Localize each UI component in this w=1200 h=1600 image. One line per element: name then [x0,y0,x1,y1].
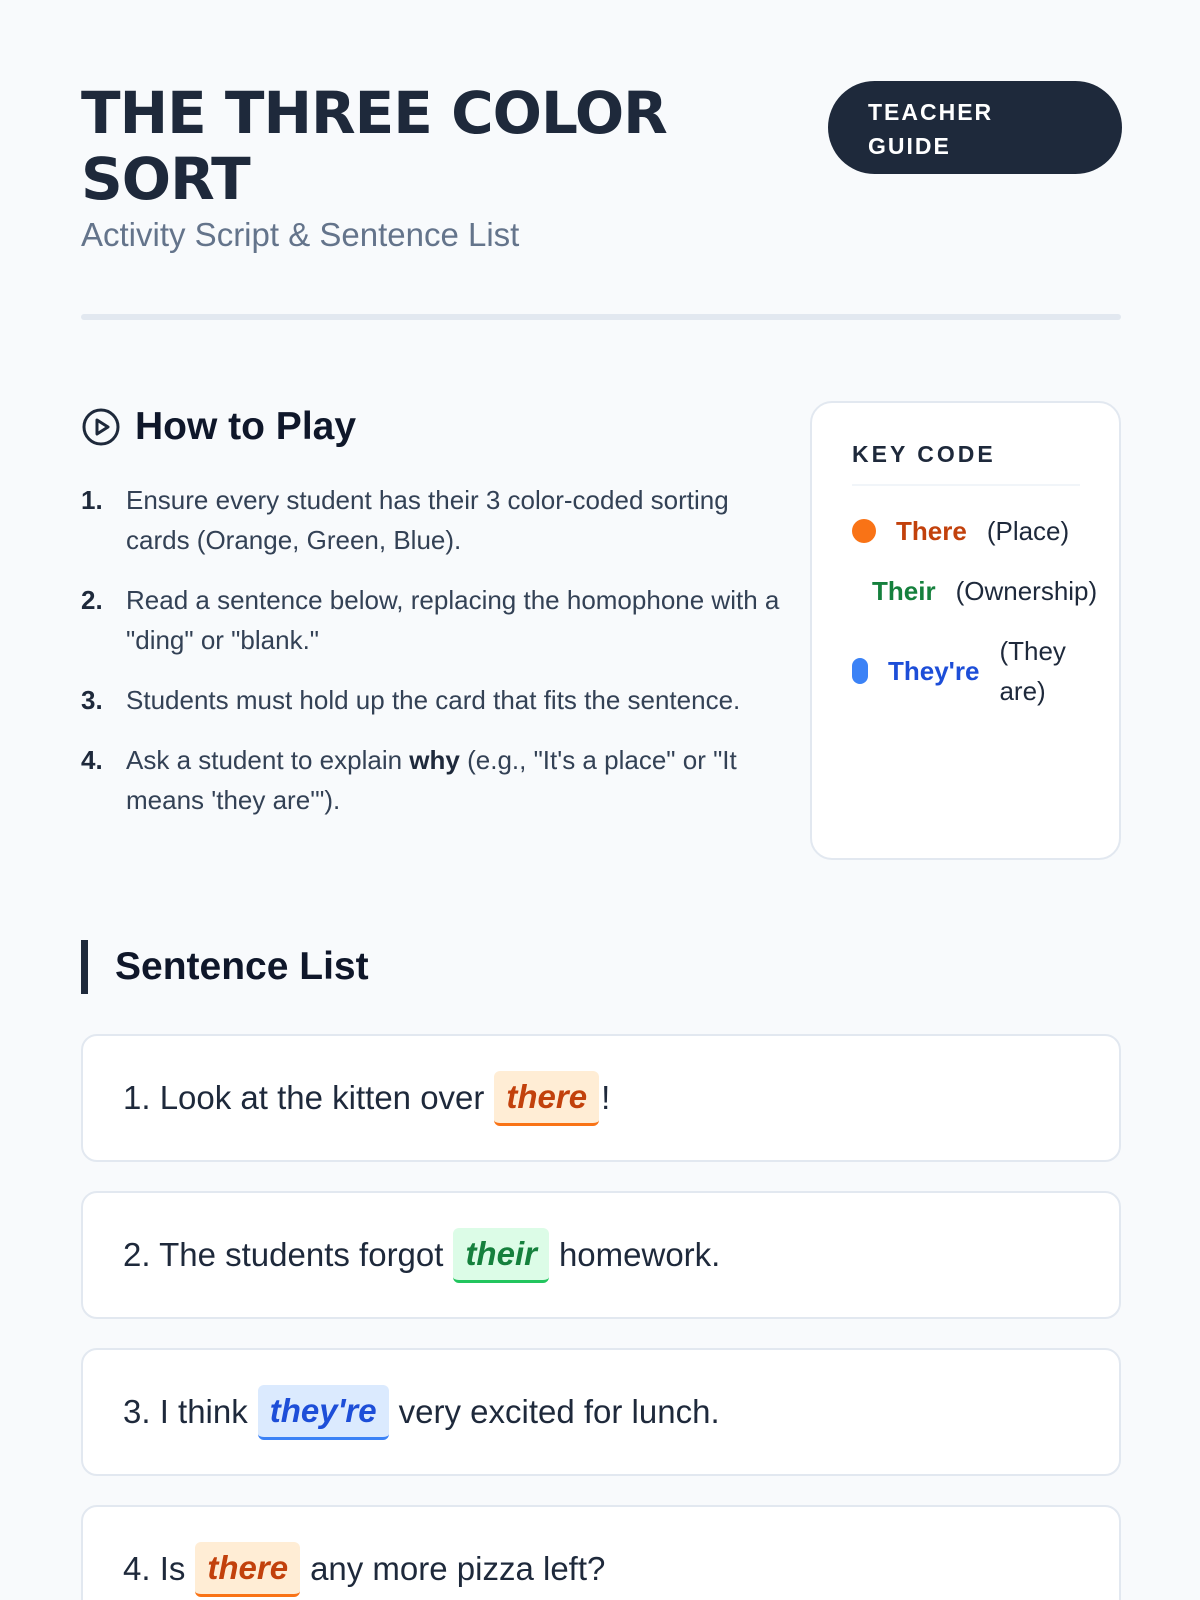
step-text [126,740,781,820]
sentence-card [81,1348,1121,1476]
key-item-theyre [852,631,1079,711]
homophone-highlight: their [453,1228,549,1283]
step-item [81,480,781,560]
sentence-before: 3. I think [123,1393,248,1430]
step-text: Ensure every student has their 3 color-coded sorting cards (Orange, Green, Blue). [126,485,729,555]
homophone-highlight: there [494,1071,599,1126]
sentence-after: very excited for lunch. [398,1393,720,1430]
sentence-card [81,1505,1121,1600]
key-description: (Ownership) [955,576,1098,606]
key-word: There [896,515,967,546]
header [81,80,1121,320]
key-word: They're [888,655,980,686]
sentence-before: 4. Is [123,1550,186,1587]
key-description: (They are) [999,636,1066,706]
teacher-guide-badge: TEACHER GUIDE [828,81,1122,174]
how-to-play-heading [81,400,781,454]
step-text-bold: why [409,745,460,775]
sentence-card [81,1034,1121,1162]
step-item [81,580,781,660]
key-item-their [872,571,1097,611]
step-item [81,680,781,720]
step-number: 1. [81,485,103,515]
step-number: 3. [81,685,103,715]
how-to-play-section [81,400,781,840]
sentence-before: 1. Look at the kitten over [123,1079,485,1116]
homophone-highlight: there [195,1542,300,1597]
sentence-after: ! [601,1079,611,1116]
step-text-before: Ask a student to explain [126,745,410,775]
step-number: 4. [81,745,103,775]
step-text: Read a sentence below, replacing the homophone with a "ding" or "blank." [126,585,780,655]
homophone-highlight: they're [258,1385,389,1440]
key-code-card [810,401,1121,860]
sentence-before: 2. The students forgot [123,1236,444,1273]
orange-dot-icon [852,519,876,543]
sentence-list-title: Sentence List [81,940,369,994]
key-code-title: KEY CODE [852,441,1080,486]
key-item-there [852,511,1069,551]
step-text-after: (e.g., "It's a place" or "It means 'they are'"). [126,745,737,815]
step-item [81,740,781,820]
blue-pill-icon [852,658,868,684]
sentence-card [81,1191,1121,1319]
sentence-after: homework. [558,1236,721,1273]
page-title: THE THREE COLOR SORT [81,79,667,213]
how-to-play-title: How to Play [135,405,357,448]
step-number: 2. [81,585,103,615]
page-subtitle: Activity Script & Sentence List [81,216,520,253]
key-word: Their [872,575,936,606]
step-text: Students must hold up the card that fits the sentence. [126,685,741,715]
steps-list [81,480,781,820]
header-divider [81,314,1121,320]
key-description: (Place) [986,516,1070,546]
sentence-after: any more pizza left? [310,1550,606,1587]
play-circle-icon [81,407,121,447]
